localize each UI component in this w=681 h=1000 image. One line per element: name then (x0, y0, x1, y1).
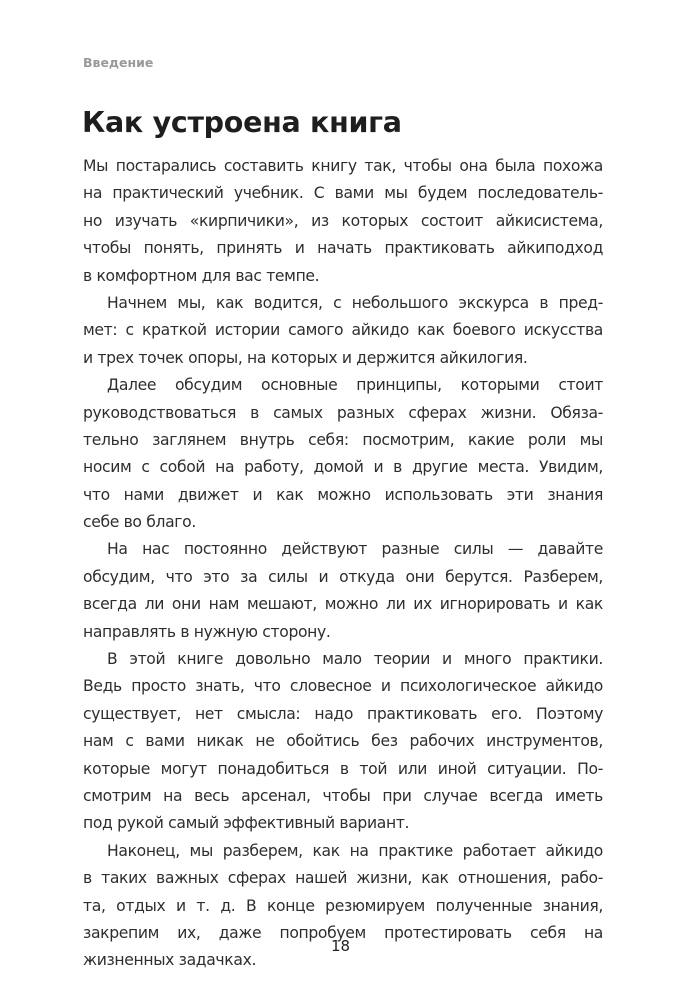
text-line: что нами движет и как можно использовать эти знания (83, 485, 603, 504)
text-line: тельно заглянем внутрь себя: посмотрим, какие роли мы (83, 430, 603, 449)
body-text (83, 153, 603, 975)
text-line: под рукой самый эффективный вариант. (83, 814, 410, 833)
text-line: та, отдых и т. д. В конце резюмируем полученные знания, (83, 896, 603, 915)
text-line: существует, нет смысла: надо практиковать его. Поэтому (83, 704, 603, 723)
text-line: в таких важных сферах нашей жизни, как отношения, рабо- (83, 869, 603, 888)
text-line: смотрим на весь арсенал, чтобы при случае всегда иметь (83, 786, 603, 805)
text-line: Далее обсудим основные принципы, которыми стоит (107, 376, 603, 395)
text-line: на практический учебник. С вами мы будем последователь- (83, 184, 603, 203)
text-line: но изучать «кирпичики», из которых состоит айкисистема, (83, 211, 603, 230)
text-line: и трех точек опоры, на которых и держится айкилогия. (83, 348, 528, 367)
text-line: В этой книге довольно мало теории и много практики. (107, 650, 603, 669)
text-line: нам с вами никак не обойтись без рабочих инструментов, (83, 732, 603, 751)
text-line: Ведь просто знать, что словесное и психологическое айкидо (83, 677, 603, 696)
text-line: руководствоваться в самых разных сферах жизни. Обяза- (83, 403, 603, 422)
text-line: Наконец, мы разберем, как на практике работает айкидо (107, 841, 603, 860)
text-line: которые могут понадобиться в той или иной ситуации. По- (83, 759, 603, 778)
text-line: закрепим их, даже попробуем протестировать себя на (83, 923, 603, 942)
text-line: жизненных задачках. (83, 951, 257, 970)
running-head: Введение (83, 55, 154, 70)
text-line: всегда ли они нам мешают, можно ли их игнорировать и как (83, 595, 603, 614)
text-line: носим с собой на работу, домой и в другие места. Увидим, (83, 458, 603, 477)
text-line: направлять в нужную сторону. (83, 622, 331, 641)
text-line: Начнем мы, как водится, с небольшого экскурса в пред- (107, 293, 603, 312)
page-number: 18 (330, 937, 351, 955)
text-line: Мы постарались составить книгу так, чтобы она была похожа (83, 157, 603, 175)
text-line: На нас постоянно действуют разные силы — давайте (107, 540, 603, 559)
text-line: чтобы понять, принять и начать практиковать айкиподход (83, 239, 603, 258)
text-line: себе во благо. (83, 513, 196, 532)
text-line: обсудим, что это за силы и откуда они берутся. Разберем, (83, 567, 603, 586)
section-title: Как устроена книга (82, 106, 402, 139)
text-line: в комфортном для вас темпе. (83, 266, 320, 285)
text-line: мет: с краткой истории самого айкидо как боевого искусства (83, 321, 603, 340)
